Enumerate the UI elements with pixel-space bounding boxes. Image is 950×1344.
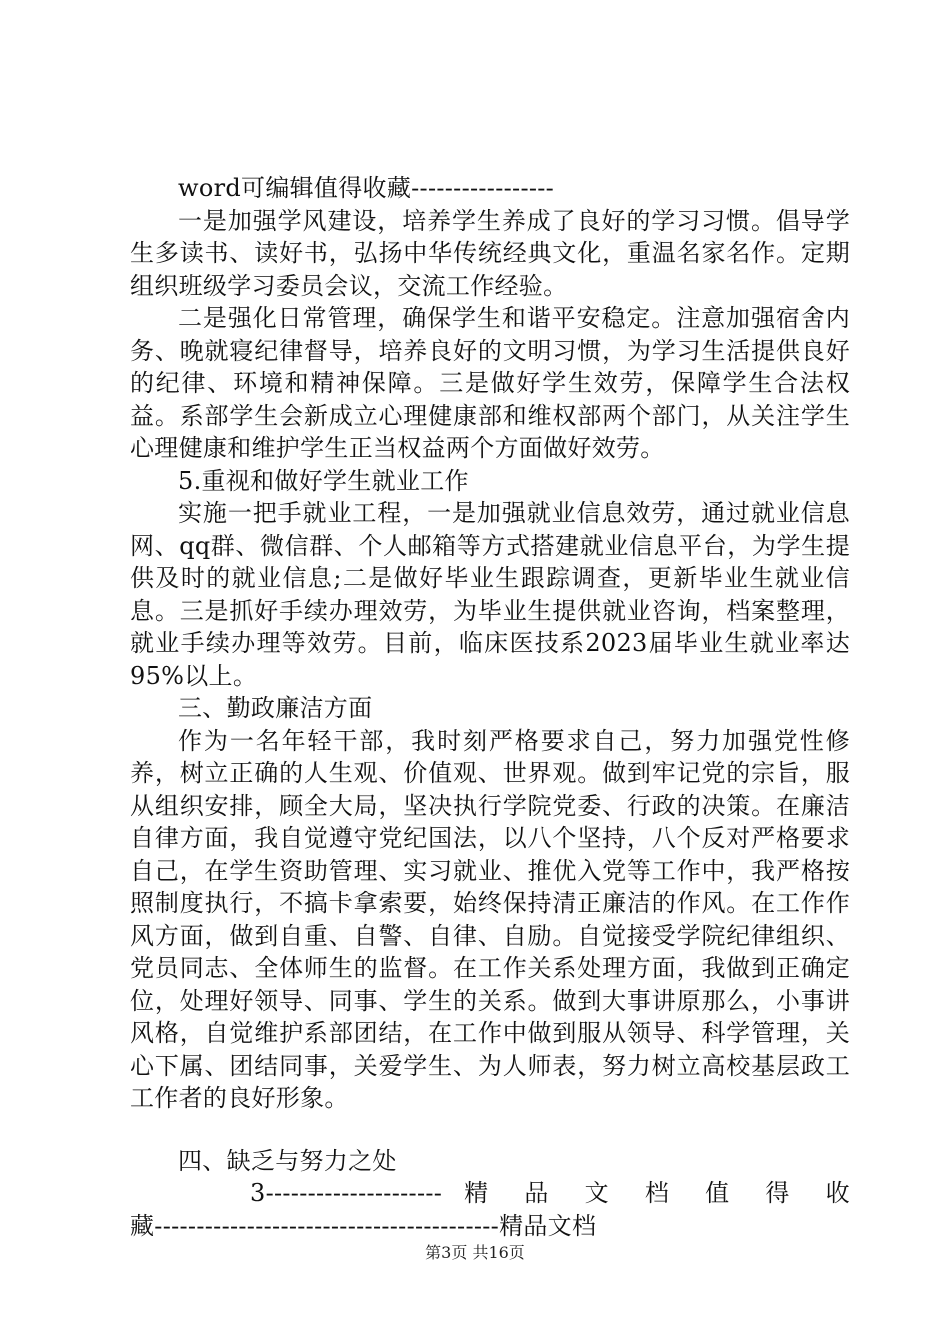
- document-body: [130, 172, 850, 1242]
- footer-watermark-line2: 藏-----------------------------------------精品文档: [130, 1211, 597, 1240]
- paragraph-integrity: 作为一名年轻干部，我时刻严格要求自己，努力加强党性修养，树立正确的人生观、价值观、世界观。做到牢记党的宗旨，服从组织安排，顾全大局，坚决执行学院党委、行政的决策。在廉洁自律方面，我自觉遵守党纪国法，以八个坚持，八个反对严格要求自己，在学生资助管理、实习就业、推优入党等工作中，我严格按照制度执行，不搞卡拿索要，始终保持清正廉洁的作风。在工作作风方面，做到自重、自警、自律、自励。自觉接受学院纪律组织、党员同志、全体师生的监督。在工作关系处理方面，我做到正确定位，处理好领导、同事、学生的关系。做到大事讲原那么，小事讲风格，自觉维护系部团结，在工作中做到服从领导、科学管理，关心下属、团结同事，关爱学生、为人师表，努力树立高校基层政工工作者的良好形象。: [130, 726, 850, 1112]
- paragraph-study-style: 一是加强学风建设，培养学生养成了良好的学习习惯。倡导学生多读书、读好书，弘扬中华传统经典文化，重温名家名作。定期组织班级学习委员会议，交流工作经验。: [130, 206, 850, 300]
- paragraph-daily-management: 二是强化日常管理，确保学生和谐平安稳定。注意加强宿舍内务、晚就寝纪律督导，培养良好的文明习惯，为学习生活提供良好的纪律、环境和精神保障。三是做好学生效劳，保障学生合法权益。系部学生会新成立心理健康部和维权部两个部门，从关注学生心理健康和维护学生正当权益两个方面做好效劳。: [130, 304, 850, 462]
- watermark-header: word可编辑值得收藏-----------------: [178, 174, 555, 202]
- footer-watermark-line1: 3--------------------- 精 品 文 档 值 得 收: [250, 1179, 850, 1207]
- section-heading-integrity: 三、勤政廉洁方面: [178, 694, 373, 722]
- section-heading-shortcomings: 四、缺乏与努力之处: [178, 1146, 397, 1175]
- page-number: 第3页 共16页: [425, 1243, 525, 1262]
- paragraph-employment: 实施一把手就业工程，一是加强就业信息效劳，通过就业信息网、qq群、微信群、个人邮箱等方式搭建就业信息平台，为学生提供及时的就业信息;二是做好毕业生跟踪调查，更新毕业生就业信息。三是抓好手续办理效劳，为毕业生提供就业咨询，档案整理，就业手续办理等效劳。目前，临床医技系2023届毕业生就业率达95%以上。: [130, 499, 850, 690]
- section-heading-employment: 5.重视和做好学生就业工作: [178, 466, 469, 495]
- paragraph-gap: [130, 1115, 850, 1145]
